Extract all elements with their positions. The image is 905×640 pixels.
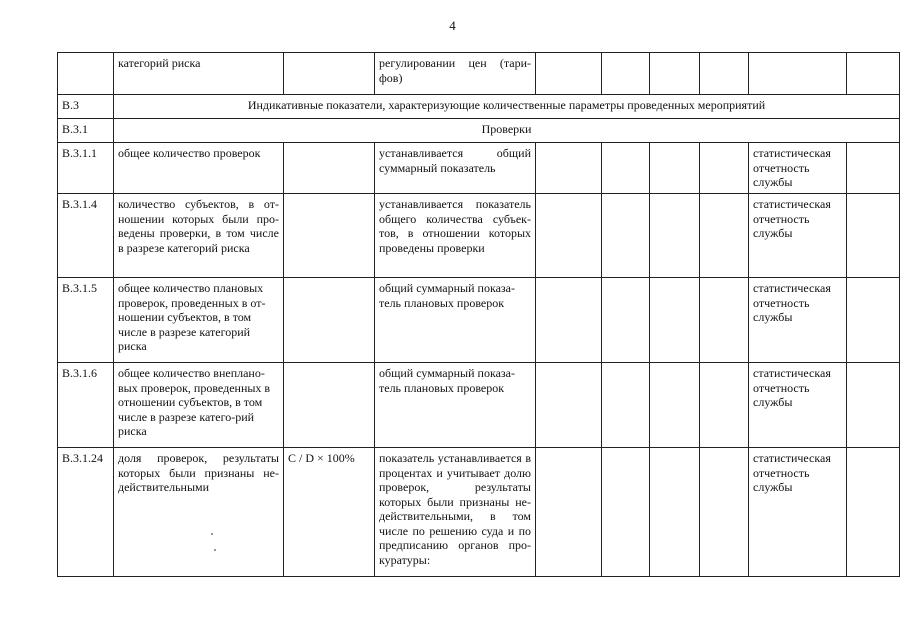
scan-speck	[211, 533, 213, 535]
row-name: количество субъектов, в от-ношении которых были про-ведены проверки, в том числе в разрезе категорий риска	[114, 194, 284, 278]
table-cell	[847, 143, 900, 194]
table-cell	[536, 278, 602, 363]
table-cell	[700, 53, 749, 95]
table-cell	[650, 448, 700, 577]
table-cell	[58, 53, 114, 95]
table-cell	[749, 53, 847, 95]
row-source: статистическая отчетность службы	[749, 363, 847, 448]
table-cell	[536, 194, 602, 278]
table-cell	[536, 363, 602, 448]
row-formula	[284, 278, 375, 363]
row-formula: C / D × 100%	[284, 448, 375, 577]
table-cell	[847, 363, 900, 448]
row-comment: устанавливается показатель общего количества субъек-тов, в отношении которых проведены проверки	[375, 194, 536, 278]
row-source: статистическая отчетность службы	[749, 278, 847, 363]
table-row	[58, 278, 900, 363]
table-cell	[700, 448, 749, 577]
table-cell	[847, 53, 900, 95]
table-row-continuation	[58, 53, 900, 95]
table-cell-comment: регулировании цен (тари-фов)	[375, 53, 536, 95]
row-code: В.3.1.1	[58, 143, 114, 194]
row-source: статистическая отчетность службы	[749, 194, 847, 278]
table-cell	[536, 143, 602, 194]
table-cell-name: категорий риска	[114, 53, 284, 95]
row-comment: устанавливается общий суммарный показатель	[375, 143, 536, 194]
table-row	[58, 194, 900, 278]
table-cell	[650, 143, 700, 194]
scan-speck	[214, 549, 216, 551]
table-cell	[650, 53, 700, 95]
table-cell	[284, 53, 375, 95]
table-cell	[650, 194, 700, 278]
table-cell	[602, 448, 650, 577]
table-cell	[602, 363, 650, 448]
table-cell	[847, 194, 900, 278]
table-cell	[847, 448, 900, 577]
subsection-row	[58, 119, 900, 143]
row-comment: общий суммарный показа-тель плановых проверок	[375, 278, 536, 363]
table-row	[58, 448, 900, 577]
row-formula	[284, 194, 375, 278]
row-code: В.3.1.5	[58, 278, 114, 363]
page-number: 4	[449, 18, 456, 33]
section-title: Индикативные показатели, характеризующие количественные параметры проведенных мероприятий	[114, 95, 900, 119]
indicators-table	[57, 52, 900, 577]
section-row	[58, 95, 900, 119]
table-cell	[847, 278, 900, 363]
subsection-code: В.3.1	[58, 119, 114, 143]
table-row	[58, 363, 900, 448]
row-source: статистическая отчетность службы	[749, 143, 847, 194]
table-cell	[536, 53, 602, 95]
table-cell	[650, 363, 700, 448]
table-cell	[700, 363, 749, 448]
row-comment: общий суммарный показа-тель плановых проверок	[375, 363, 536, 448]
subsection-title: Проверки	[114, 119, 900, 143]
table-cell	[602, 53, 650, 95]
row-formula	[284, 143, 375, 194]
table-cell	[602, 143, 650, 194]
row-name: доля проверок, результаты которых были признаны не-действительными	[114, 448, 284, 577]
section-code: В.3	[58, 95, 114, 119]
table-row	[58, 143, 900, 194]
row-comment: показатель устанавливается в процентах и учитывает долю проверок, результаты которых были признаны не-действительными, в том числе по решению суда и по предписанию органов про-куратуры:	[375, 448, 536, 577]
table-cell	[700, 143, 749, 194]
row-formula	[284, 363, 375, 448]
table-cell	[602, 194, 650, 278]
table-cell	[536, 448, 602, 577]
row-code: В.3.1.4	[58, 194, 114, 278]
table-cell	[602, 278, 650, 363]
table-cell	[700, 194, 749, 278]
row-code: В.3.1.24	[58, 448, 114, 577]
row-name: общее количество проверок	[114, 143, 284, 194]
table-cell	[650, 278, 700, 363]
row-source: статистическая отчетность службы	[749, 448, 847, 577]
row-name: общее количество внеплано-вых проверок, проведенных в отношении субъектов, в том числе в разрезе катего-рий риска	[114, 363, 284, 448]
row-code: В.3.1.6	[58, 363, 114, 448]
row-name: общее количество плановых проверок, проведенных в от-ношении субъектов, в том числе в разрезе категорий риска	[114, 278, 284, 363]
table-cell	[700, 278, 749, 363]
